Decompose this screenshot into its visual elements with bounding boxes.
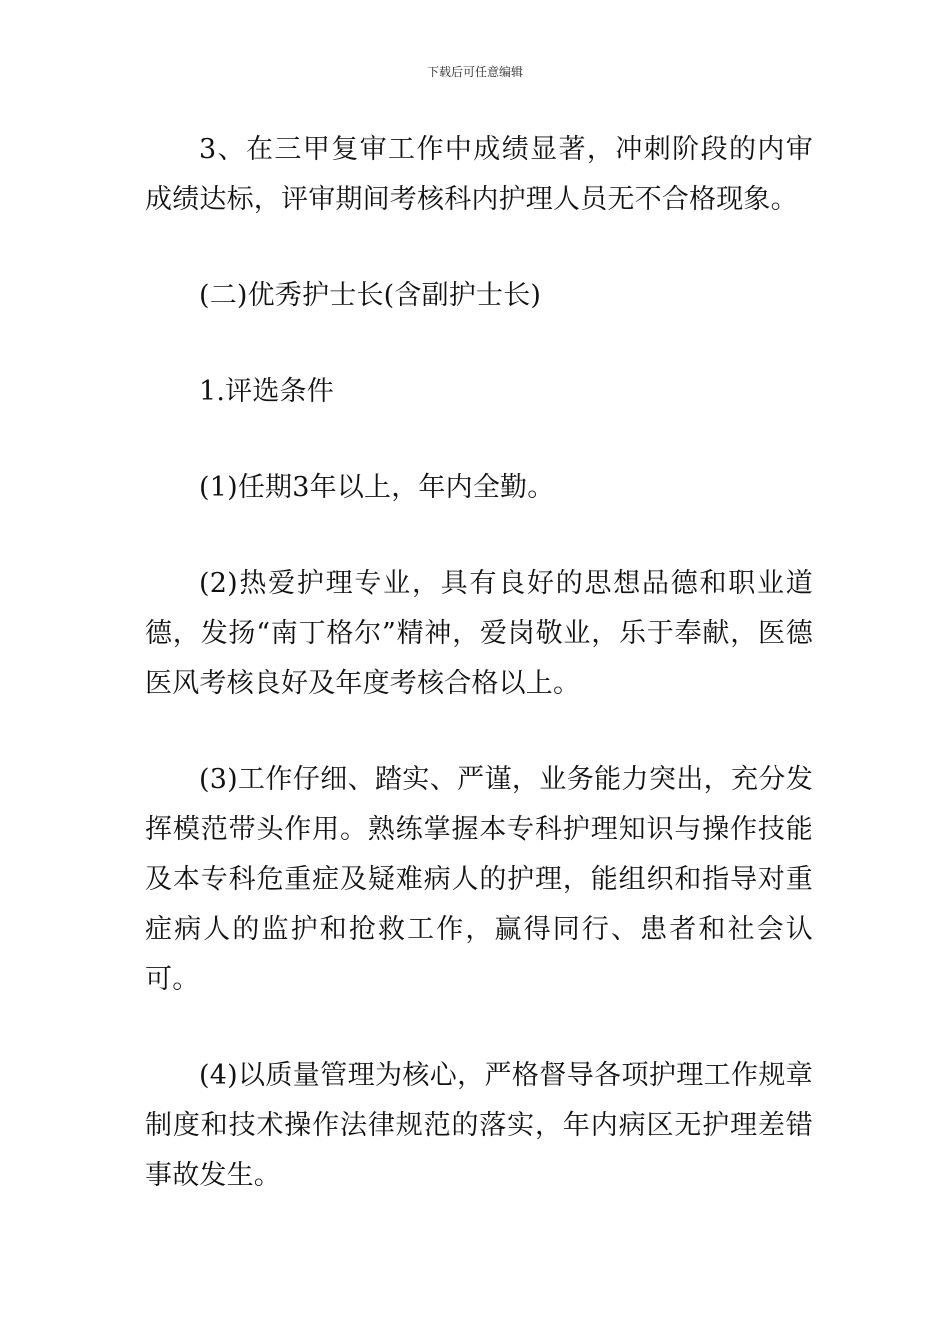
subheading-selection-criteria: 1.评选条件 bbox=[199, 376, 334, 407]
paragraph-spacer bbox=[145, 321, 813, 367]
document-body bbox=[145, 125, 813, 1201]
paragraph-spacer bbox=[145, 513, 813, 559]
criteria-item-4: (4)以质量管理为核心，严格督导各项护理工作规章制度和技术操作法律规范的落实，年内病区无护理差错事故发生。 bbox=[145, 1060, 813, 1191]
criteria-item-1: (1)任期3年以上，年内全勤。 bbox=[199, 472, 555, 503]
section-heading-excellent-head-nurse: (二)优秀护士长(含副护士长) bbox=[199, 280, 542, 311]
paragraph-spacer bbox=[145, 417, 813, 463]
paragraph-spacer bbox=[145, 709, 813, 755]
page-header: 下载后可任意编辑 bbox=[426, 65, 523, 79]
paragraph-spacer bbox=[145, 225, 813, 271]
paragraph-spacer bbox=[145, 1005, 813, 1051]
paragraph-item-3-result: 3、在三甲复审工作中成绩显著，冲刺阶段的内审成绩达标，评审期间考核科内护理人员无不合格现象。 bbox=[145, 134, 813, 215]
criteria-item-2: (2)热爱护理专业，具有良好的思想品德和职业道德，发扬“南丁格尔”精神，爱岗敬业，乐于奉献，医德医风考核良好及年度考核合格以上。 bbox=[145, 568, 813, 699]
criteria-item-3: (3)工作仔细、踏实、严谨，业务能力突出，充分发挥模范带头作用。熟练掌握本专科护理知识与操作技能及本专科危重症及疑难病人的护理，能组织和指导对重症病人的监护和抢救工作，赢得同行、患者和社会认可。 bbox=[145, 764, 813, 995]
